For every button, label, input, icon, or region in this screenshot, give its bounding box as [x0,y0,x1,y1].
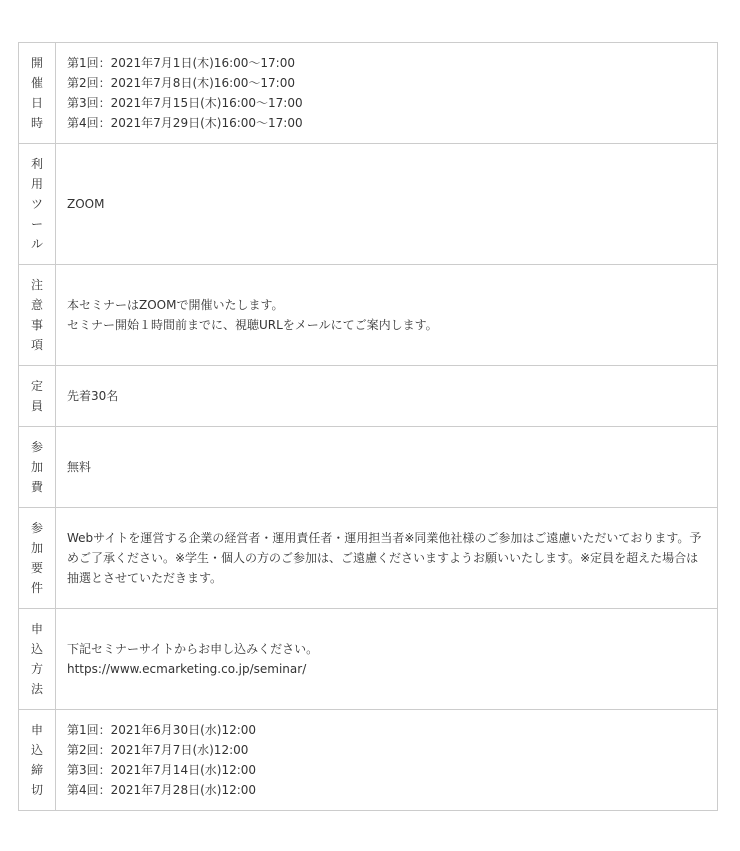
row-value-cell [56,366,718,427]
row-label-cell [19,609,56,710]
row-value-cell [56,427,718,508]
table-row-fee [19,427,718,508]
table-row-schedule [19,43,718,144]
table-row-deadline [19,710,718,811]
row-label: 申込締切 [30,723,43,797]
row-label: 利用ツール [30,157,43,251]
row-label: 開催日時 [30,56,43,130]
row-value-cell [56,144,718,265]
table-row-notes [19,265,718,366]
row-label-cell [19,144,56,265]
tool-name: ZOOM [67,197,105,211]
row-label-cell [19,265,56,366]
row-value-cell [56,710,718,811]
deadline-line: 第2回：2021年7月7日(水)12:00 [67,743,249,757]
notes-line: セミナー開始１時間前までに、視聴URLをメールにてご案内します。 [67,318,438,332]
row-label: 定員 [30,379,43,413]
row-label: 申込方法 [30,622,43,696]
fee-value: 無料 [67,460,92,474]
row-label-cell [19,508,56,609]
row-value-cell [56,265,718,366]
deadline-line: 第3回：2021年7月14日(水)12:00 [67,763,257,777]
deadline-line: 第1回：2021年6月30日(水)12:00 [67,723,257,737]
row-label: 参加費 [30,440,43,494]
row-value-cell [56,609,718,710]
schedule-line: 第1回：2021年7月1日(木)16:00～17:00 [67,56,295,70]
table-row-requirements [19,508,718,609]
table-row-tool [19,144,718,265]
schedule-line: 第3回：2021年7月15日(木)16:00～17:00 [67,96,303,110]
schedule-line: 第4回：2021年7月29日(木)16:00～17:00 [67,116,303,130]
table-row-apply-method [19,609,718,710]
seminar-info-table [18,42,718,811]
notes-line: 本セミナーはZOOMで開催いたします。 [67,298,284,312]
row-label-cell [19,427,56,508]
apply-method-line: 下記セミナーサイトからお申し込みください。 [67,642,319,656]
row-value-cell [56,508,718,609]
row-label-cell [19,366,56,427]
row-label-cell [19,43,56,144]
row-label: 注意事項 [30,278,43,352]
requirements-text: Webサイトを運営する企業の経営者・運用責任者・運用担当者※同業他社様のご参加はご遠慮いただいております。予めご了承ください。※学生・個人の方のご参加は、ご遠慮くださいますようお願いいたします。※定員を超えた場合は抽選とさせていただきます。 [67,531,702,585]
seminar-url: https://www.ecmarketing.co.jp/seminar/ [67,662,307,676]
capacity-value: 先着30名 [67,389,119,403]
row-label-cell [19,710,56,811]
row-value-cell [56,43,718,144]
schedule-line: 第2回：2021年7月8日(木)16:00～17:00 [67,76,295,90]
row-label: 参加要件 [30,521,43,595]
table-row-capacity [19,366,718,427]
deadline-line: 第4回：2021年7月28日(水)12:00 [67,783,257,797]
